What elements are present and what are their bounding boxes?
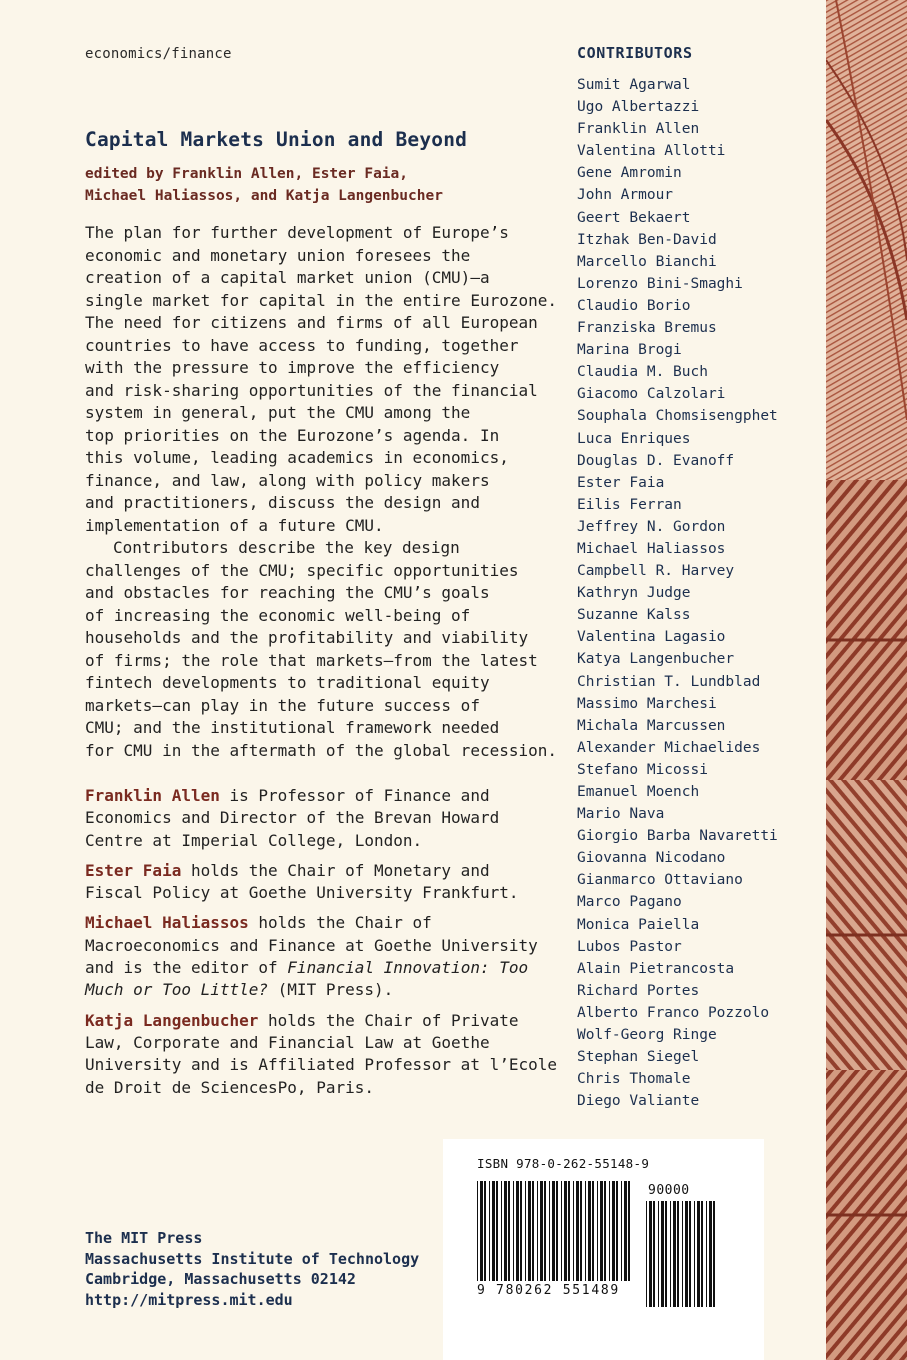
editors-credit — [85, 163, 525, 207]
bio-katja-langenbucher — [85, 1010, 558, 1099]
barcode-bar — [658, 1201, 659, 1307]
barcode-bar — [573, 1181, 574, 1281]
bio-name: Michael Haliassos — [85, 913, 249, 933]
contributor-name: Eilis Ferran — [577, 496, 682, 513]
isbn-label: ISBN 978-0-262-55148-9 — [477, 1156, 650, 1171]
contributor-name: Ugo Albertazzi — [577, 99, 700, 116]
bio-text: Law, Corporate and Financial Law at Goethe — [85, 1032, 490, 1052]
contributor-name: Sumit Agarwal — [577, 77, 691, 93]
barcode-bar — [477, 1181, 478, 1281]
bio-name: Ester Faia — [85, 860, 182, 880]
contributor-name: Michala Marcussen — [577, 717, 726, 734]
contributor-name: Stephan Siegel — [577, 1049, 700, 1066]
barcode-bar — [661, 1201, 664, 1307]
barcode-bar — [508, 1181, 510, 1281]
description-line: fintech developments to traditional equity — [85, 673, 490, 692]
contributors-heading: CONTRIBUTORS — [577, 44, 693, 62]
contributor-name: Geert Bekaert — [577, 209, 691, 226]
description-line: Contributors describe the key design — [113, 538, 460, 557]
description-line: system in general, put the CMU among the — [85, 403, 471, 422]
contributors-list — [577, 74, 822, 1112]
contributor-name: Lubos Pastor — [577, 938, 682, 955]
description-line: implementation of a future CMU. — [85, 515, 384, 535]
barcode-bar — [597, 1181, 598, 1281]
bio-name: Katja Langenbucher — [85, 1010, 259, 1030]
description-line: of increasing the economic well-being of — [85, 605, 471, 625]
barcode-bar — [665, 1201, 667, 1307]
contributor-name: Chris Thomale — [577, 1071, 691, 1088]
barcode-bar — [544, 1181, 546, 1281]
barcode-bar — [588, 1181, 591, 1281]
contributor-name: Itzhak Ben-David — [577, 231, 717, 248]
addon-barcode-graphic — [646, 1201, 718, 1307]
contributor-name: Franziska Bremus — [577, 320, 717, 337]
contributor-name: Monica Paiella — [577, 916, 700, 933]
bio-text: Macroeconomics and Finance at Goethe University — [85, 935, 538, 955]
bio-name: Franklin Allen — [85, 786, 220, 805]
bio-text: is Professor of Finance and — [219, 786, 490, 805]
bio-ester-faia — [85, 860, 545, 905]
description-line: The plan for further development of Europe’s — [85, 223, 509, 242]
contributor-name: Souphala Chomsisengphet — [577, 408, 778, 425]
bio-text: Fiscal Policy at Goethe University Frankfurt. — [85, 883, 519, 903]
bio-text: holds the Chair of Private — [258, 1010, 519, 1030]
barcode-bar — [525, 1181, 526, 1281]
category-label: economics/finance — [85, 46, 232, 62]
barcode-digits: 9 780262 551489 — [477, 1283, 620, 1298]
barcode-bar — [592, 1181, 594, 1281]
bio-text: holds the Chair of Monetary and — [181, 860, 490, 880]
book-reference: Financial Innovation: Too — [287, 958, 529, 978]
barcode-bar — [532, 1181, 534, 1281]
description-line: for CMU in the aftermath of the global recession. — [85, 740, 558, 760]
barcode-bar — [501, 1181, 502, 1281]
description-line: challenges of the CMU; specific opportunities — [85, 560, 519, 580]
bio-text: Centre at Imperial College, London. — [85, 830, 423, 850]
barcode-bar — [689, 1201, 691, 1307]
publisher-url[interactable]: http://mitpress.mit.edu — [85, 1290, 293, 1309]
barcode-bar — [701, 1201, 703, 1307]
barcode-bar — [685, 1201, 688, 1307]
barcode-bar — [496, 1181, 498, 1281]
price-code: 90000 — [648, 1183, 690, 1198]
contributor-name: Douglas D. Evanoff — [577, 452, 735, 469]
contributor-name: Lorenzo Bini-Smaghi — [577, 275, 743, 292]
contributor-name: Marco Pagano — [577, 894, 682, 911]
bio-text: University and is Affiliated Professor at l’Ecole — [85, 1055, 558, 1075]
description-line: and risk-sharing opportunities of the financial — [85, 380, 538, 400]
editor-bios — [85, 785, 558, 1107]
description-line: of firms; the role that markets—from the latest — [85, 650, 538, 670]
contributor-name: Claudia M. Buch — [577, 364, 708, 381]
description-line: this volume, leading academics in economics, — [85, 448, 509, 467]
barcode-bar — [537, 1181, 538, 1281]
barcode-bar — [504, 1181, 507, 1281]
barcode-bar — [600, 1181, 603, 1281]
contributor-name: Mario Nava — [577, 806, 665, 823]
description-line: households and the profitability and viability — [85, 628, 529, 647]
contributor-name: Valentina Allotti — [577, 143, 726, 160]
barcode-bar — [604, 1181, 606, 1281]
barcode-bar — [556, 1181, 558, 1281]
contributor-name: Valentina Lagasio — [577, 629, 726, 646]
description-line: CMU; and the institutional framework needed — [85, 718, 500, 737]
contributor-name: Kathryn Judge — [577, 585, 691, 602]
barcode-bar — [568, 1181, 570, 1281]
barcode-bar — [484, 1181, 486, 1281]
contributor-name: Luca Enriques — [577, 430, 691, 447]
description-line: single market for capital in the entire Eurozone. — [85, 290, 558, 310]
publisher-name: The MIT Press — [85, 1229, 203, 1247]
contributor-name: Richard Portes — [577, 982, 700, 999]
barcode-bar — [549, 1181, 550, 1281]
contributor-name: Emanuel Moench — [577, 784, 700, 800]
description-line: markets—can play in the future success of — [85, 695, 480, 715]
barcode-bar — [528, 1181, 531, 1281]
bio-franklin-allen — [85, 785, 545, 852]
barcode-bar — [552, 1181, 555, 1281]
barcode-bar — [646, 1201, 647, 1307]
barcode-bar — [682, 1201, 683, 1307]
bio-michael-haliassos — [85, 912, 545, 1001]
description-line: and practitioners, discuss the design and — [85, 493, 480, 512]
contributor-name: Giorgio Barba Navaretti — [577, 828, 778, 845]
contributor-name: Gene Amromin — [577, 165, 682, 182]
description-line: with the pressure to improve the efficiency — [85, 358, 500, 377]
barcode-panel — [443, 1139, 764, 1360]
barcode-bar — [489, 1181, 490, 1281]
description-line: top priorities on the Eurozone’s agenda. In — [85, 425, 500, 445]
barcode-graphic — [477, 1181, 637, 1281]
barcode-bar — [540, 1181, 543, 1281]
book-title: Capital Markets Union and Beyond — [85, 128, 468, 151]
contributor-name: Giovanna Nicodano — [577, 850, 726, 867]
barcode-bar — [516, 1181, 519, 1281]
bio-text: and is the editor of — [85, 958, 288, 978]
description-line: finance, and law, along with policy makers — [85, 470, 490, 490]
barcode-bar — [513, 1181, 514, 1281]
barcode-bar — [480, 1181, 483, 1281]
barcode-bar — [673, 1201, 676, 1307]
contributor-name: Diego Valiante — [577, 1093, 700, 1110]
publisher-info — [85, 1228, 419, 1310]
contributor-name: Giacomo Calzolari — [577, 386, 726, 403]
barcode-bar — [561, 1181, 562, 1281]
contributor-name: Franklin Allen — [577, 121, 700, 138]
contributor-name: Alain Pietrancosta — [577, 960, 735, 977]
barcode-bar — [576, 1181, 579, 1281]
bio-text: holds the Chair of — [248, 913, 432, 933]
contributor-name: Ester Faia — [577, 474, 665, 491]
contributor-name: Marina Brogi — [577, 342, 682, 359]
bio-text: Economics and Director of the Brevan Howard — [85, 808, 500, 828]
description-line: The need for citizens and firms of all European — [85, 313, 538, 332]
contributor-name: Michael Haliassos — [577, 540, 726, 557]
barcode-bar — [697, 1201, 700, 1307]
barcode-bar — [585, 1181, 586, 1281]
contributor-name: Gianmarco Ottaviano — [577, 872, 743, 889]
contributor-name: Christian T. Lundblad — [577, 673, 761, 690]
contributor-name: Alberto Franco Pozzolo — [577, 1004, 770, 1021]
book-reference: Much or Too Little? — [85, 980, 269, 1000]
barcode-bar — [653, 1201, 655, 1307]
barcode-bar — [564, 1181, 567, 1281]
contributor-name: Jeffrey N. Gordon — [577, 518, 726, 535]
barcode-bar — [709, 1201, 712, 1307]
barcode-bar — [706, 1201, 707, 1307]
barcode-bar — [612, 1181, 615, 1281]
publisher-institution: Massachusetts Institute of Technology — [85, 1249, 420, 1268]
publisher-address: Cambridge, Massachusetts 02142 — [85, 1270, 356, 1288]
description-line: economic and monetary union foresees the — [85, 245, 471, 265]
description-line: countries to have access to funding, together — [85, 335, 519, 355]
contributor-name: Marcello Bianchi — [577, 253, 717, 270]
editors-line: Michael Haliassos, and Katja Langenbucher — [85, 188, 443, 204]
barcode-bar — [621, 1181, 622, 1281]
barcode-bar — [628, 1181, 630, 1281]
barcode-bar — [624, 1181, 627, 1281]
barcode-bar — [670, 1201, 671, 1307]
contributor-name: Suzanne Kalss — [577, 607, 691, 624]
contributor-name: Claudio Borio — [577, 297, 691, 314]
contributor-name: Campbell R. Harvey — [577, 563, 735, 580]
barcode-bar — [694, 1201, 695, 1307]
contributor-name: Stefano Micossi — [577, 761, 708, 778]
barcode-bar — [609, 1181, 610, 1281]
barcode-bar — [616, 1181, 618, 1281]
barcode-bar — [580, 1181, 582, 1281]
contributor-name: Alexander Michaelides — [577, 739, 761, 756]
barcode-bar — [520, 1181, 522, 1281]
bio-text: (MIT Press). — [268, 980, 394, 1000]
description-line: creation of a capital market union (CMU)—a — [85, 268, 490, 287]
contributor-name: Katya Langenbucher — [577, 651, 735, 668]
contributor-name: Wolf-Georg Ringe — [577, 1027, 717, 1044]
barcode-bar — [677, 1201, 679, 1307]
contributor-name: John Armour — [577, 187, 674, 204]
bio-text: de Droit de SciencesPo, Paris. — [85, 1077, 374, 1097]
book-description — [85, 222, 558, 762]
description-line: and obstacles for reaching the CMU’s goals — [85, 583, 490, 602]
barcode-bar — [492, 1181, 495, 1281]
decorative-pattern-strip — [826, 0, 907, 1360]
contributor-name: Massimo Marchesi — [577, 695, 717, 712]
editors-line: edited by Franklin Allen, Ester Faia, — [85, 166, 409, 182]
barcode-bar — [649, 1201, 652, 1307]
barcode-bar — [713, 1201, 715, 1307]
